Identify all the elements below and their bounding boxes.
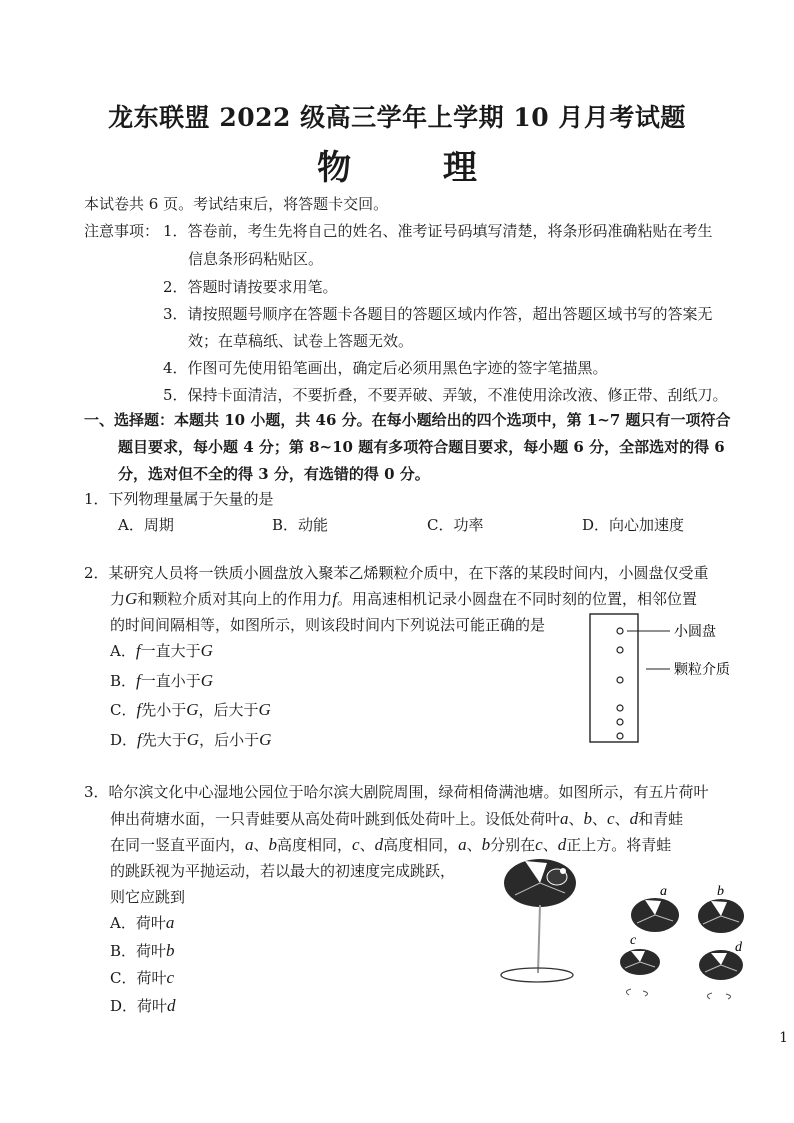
var-d: d [557,835,567,854]
q1-option-d: D．向心加速度 [582,516,685,534]
section-instructions: 题目要求，每小题 4 分；第 8~10 题有多项符合题目要求，每小题 6 分，全部选对的得 6 [118,438,725,456]
section-instructions: 一、选择题：本题共 10 小题，共 46 分。在每小题给出的四个选项中，第 1~7 题只有一项符合 [84,411,731,429]
option-letter: A． [110,642,136,660]
lily-pad-d [699,950,743,999]
exam-title: 龙东联盟 2022 级高三学年上学期 10 月月考试题 [108,103,686,132]
option-text: 先小于 [141,701,187,719]
var-f: f [137,730,142,749]
disc-position-dot [617,705,623,711]
var-c: c [607,809,615,828]
var-b: b [481,835,491,854]
question-3-line: 则它应跳到 [110,888,186,906]
label-c: c [630,933,637,948]
question-2-line: 的时间间隔相等，如图所示，则该段时间内下列说法可能正确的是 [110,616,546,634]
label-d: d [735,940,742,955]
var-d: d [629,809,639,828]
question-2-line: 2．某研究人员将一铁质小圆盘放入聚苯乙烯颗粒介质中，在下落的某段时间内，小圆盘仅受重 [84,564,709,582]
question-2-line [110,588,697,609]
note-item: 效；在草稿纸、试卷上答题无效。 [188,332,414,350]
note-item: 5．保持卡面清洁，不要折叠，不要弄破、弄皱，不准使用涂改液、修正带、刮纸刀。 [163,386,728,404]
option-text: 一直小于 [140,672,201,690]
var-G: G [259,730,272,749]
q2-figure [590,612,760,747]
var-b: b [268,835,278,854]
q2-option-b [110,670,213,691]
subject-title: 物 理 [317,148,517,188]
q2-text: 力 [110,590,126,608]
question-3-line: 3．哈尔滨文化中心湿地公园位于哈尔滨大剧院周围，绿荷相倚满池塘。如图所示，有五片荷叶 [84,783,709,801]
q3-sep: 、 [614,810,630,828]
lily-pad-b [698,899,744,933]
q3-text: 正上方。将青蛙 [566,836,672,854]
disc-position-dot [617,647,623,653]
var-c: c [166,968,175,987]
page-number: 1 [779,1030,788,1046]
var-c: c [535,835,543,854]
q3-figure [495,855,755,1005]
disc-positions [617,628,623,739]
label-a: a [660,884,667,899]
q1-option-a: A．周期 [118,516,174,534]
option-letter: D． [110,731,138,749]
var-f: f [136,700,142,719]
var-G: G [186,700,199,719]
q3-text: 和青蛙 [638,810,684,828]
disc-position-dot [617,677,623,683]
q3-sep: 、 [542,836,558,854]
q3-text: 高度相同， [277,836,353,854]
q1-option-c: C．功率 [427,516,484,534]
label-disc: 小圆盘 [674,624,716,640]
var-G: G [200,671,214,690]
option-text: B．荷叶 [110,942,167,960]
q2-option-c [110,699,271,720]
label-medium: 颗粒介质 [674,662,730,678]
q3-sep: 、 [592,810,608,828]
q2-text: 和颗粒介质对其向上的作用力 [137,590,333,608]
disc-position-dot [617,628,623,634]
intro-text: 本试卷共 6 页。考试结束后，将答题卡交回。 [84,195,389,213]
question-3-line [110,808,683,829]
q1-option-b: B．动能 [272,516,329,534]
var-a: a [458,835,467,854]
notes-label: 注意事项： [84,222,160,240]
var-G: G [186,730,200,749]
q3-text: 高度相同， [383,836,459,854]
medium-container [590,614,638,742]
note-item: 2．答题时请按要求用笔。 [163,278,338,296]
q3-sep: 、 [359,836,375,854]
question-3-line: 的跳跃视为平抛运动，若以最大的初速度完成跳跃， [110,862,456,880]
option-letter: B． [110,672,137,690]
q3-text: 伸出荷塘水面，一只青蛙要从高处荷叶跳到低处荷叶上。设低处荷叶 [110,810,561,828]
var-a: a [245,835,254,854]
option-text: 一直大于 [140,642,201,660]
note-item: 1．答卷前，考生先将自己的姓名、准考证号码填写清楚，将条形码准确粘贴在考生 [163,222,713,240]
q3-text: 在同一竖直平面内， [110,836,246,854]
var-a: a [165,913,175,932]
question-3-line [110,834,671,855]
var-G: G [200,641,213,660]
var-b: b [583,809,593,828]
var-f: f [135,641,141,660]
var-b: b [166,941,175,960]
q3-text: 分别在 [490,836,536,854]
option-text: ，后小于 [199,731,260,749]
note-item: 信息条形码粘贴区。 [188,250,324,268]
option-letter: C． [110,701,137,719]
section-instructions: 分，选对但不全的得 3 分，有选错的得 0 分。 [118,465,430,483]
q2-option-a [110,640,213,661]
question-1-stem: 1．下列物理量属于矢量的是 [84,490,274,508]
var-c: c [352,835,360,854]
lily-pad-a [631,898,679,932]
lily-pad-c [620,949,660,996]
q3-option-c [110,967,174,988]
option-text: ，后大于 [198,701,259,719]
var-d: d [374,835,384,854]
disc-position-dot [617,719,623,725]
q3-sep: 、 [253,836,269,854]
q3-sep: 、 [568,810,584,828]
note-item: 3．请按照题号顺序在答题卡各题目的答题区域内作答，超出答题区域书写的答案无 [163,305,713,323]
var-d: d [167,996,176,1015]
option-text: D．荷叶 [110,997,168,1015]
disc-position-dot [617,733,623,739]
note-item: 4．作图可先使用铅笔画出，确定后必须用黑色字迹的签字笔描黑。 [163,359,608,377]
option-text: A．荷叶 [110,914,166,932]
option-text: 先大于 [141,731,187,749]
var-f: f [332,589,338,608]
var-G: G [258,700,271,719]
label-b: b [717,884,724,899]
q3-option-d [110,995,176,1016]
q2-text: 。用高速相机记录小圆盘在不同时刻的位置，相邻位置 [337,590,698,608]
q2-option-d [110,729,271,750]
var-f: f [136,671,141,690]
var-G: G [125,589,138,608]
q3-option-b [110,940,175,961]
option-text: C．荷叶 [110,969,167,987]
q3-sep: 、 [466,836,482,854]
q3-option-a [110,912,174,933]
var-a: a [560,809,569,828]
